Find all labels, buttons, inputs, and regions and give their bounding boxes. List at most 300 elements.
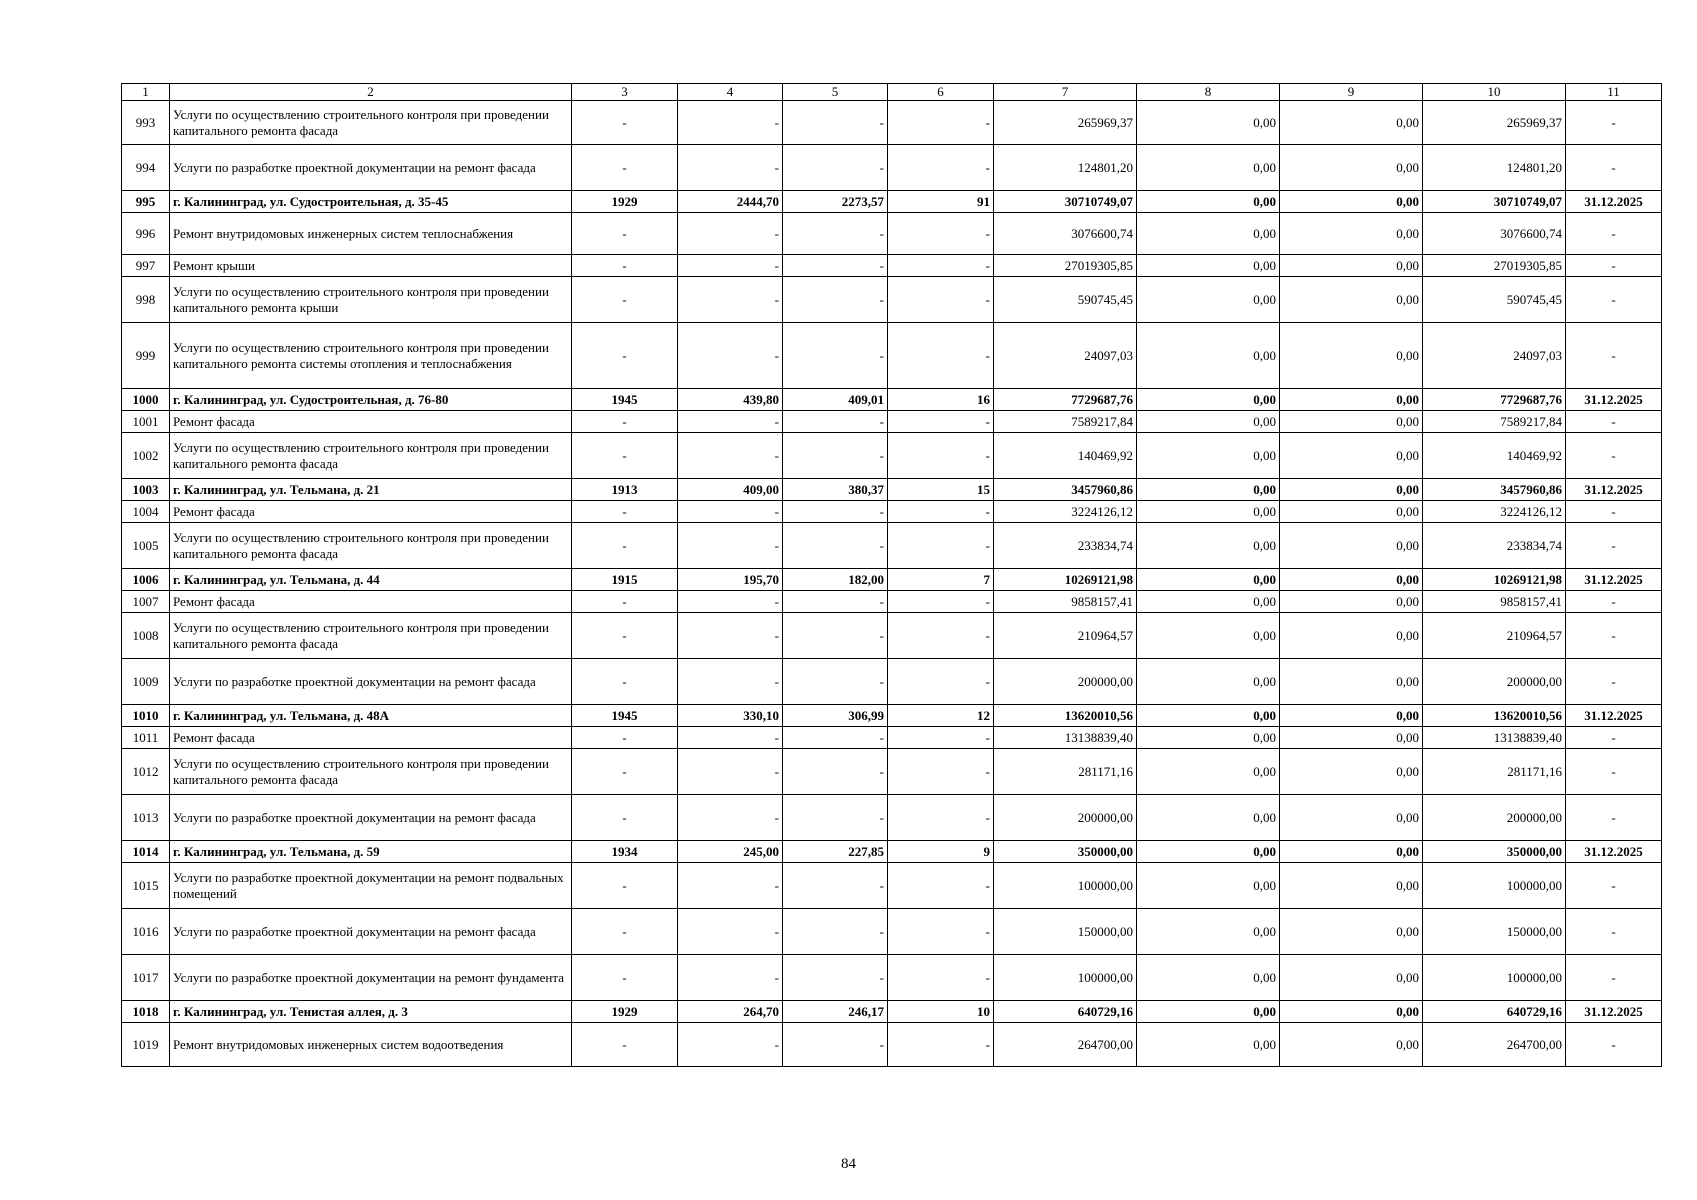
work-description-cell: Услуги по разработке проектной документации на ремонт фасада [170,659,572,705]
owner-funds-cell: 100000,00 [1423,863,1566,909]
build-year-cell: 1915 [572,569,678,591]
build-year-cell: - [572,433,678,479]
owner-funds-cell: 590745,45 [1423,277,1566,323]
federal-funds-cell: 0,00 [1137,659,1280,705]
total-cost-cell: 140469,92 [994,433,1137,479]
total-area-cell: 264,70 [678,1001,783,1023]
total-area-cell: - [678,727,783,749]
work-item-row [122,591,1662,613]
column-number: 2 [170,84,572,101]
row-number-cell: 998 [122,277,170,323]
completion-date-cell: - [1566,909,1662,955]
total-cost-cell: 590745,45 [994,277,1137,323]
living-area-cell: 380,37 [783,479,888,501]
column-number: 8 [1137,84,1280,101]
work-item-row [122,955,1662,1001]
row-number-cell: 1009 [122,659,170,705]
completion-date-cell: - [1566,255,1662,277]
owner-funds-cell: 3457960,86 [1423,479,1566,501]
total-cost-cell: 30710749,07 [994,191,1137,213]
build-year-cell: 1929 [572,1001,678,1023]
regional-funds-cell: 0,00 [1280,795,1423,841]
total-area-cell: - [678,323,783,389]
completion-date-cell: - [1566,659,1662,705]
row-number-cell: 1013 [122,795,170,841]
regional-funds-cell: 0,00 [1280,523,1423,569]
work-description-cell: г. Калининград, ул. Тельмана, д. 21 [170,479,572,501]
total-area-cell: - [678,433,783,479]
living-area-cell: - [783,323,888,389]
completion-date-cell: - [1566,411,1662,433]
federal-funds-cell: 0,00 [1137,1023,1280,1067]
total-area-cell: 195,70 [678,569,783,591]
owner-funds-cell: 200000,00 [1423,795,1566,841]
owner-funds-cell: 265969,37 [1423,101,1566,145]
living-area-cell: - [783,591,888,613]
residents-count-cell: - [888,277,994,323]
build-year-cell: - [572,323,678,389]
work-description-cell: Ремонт крыши [170,255,572,277]
living-area-cell: - [783,411,888,433]
build-year-cell: 1929 [572,191,678,213]
regional-funds-cell: 0,00 [1280,501,1423,523]
federal-funds-cell: 0,00 [1137,591,1280,613]
row-number-cell: 1005 [122,523,170,569]
work-item-row [122,277,1662,323]
work-item-row [122,1023,1662,1067]
build-year-cell: - [572,501,678,523]
owner-funds-cell: 281171,16 [1423,749,1566,795]
regional-funds-cell: 0,00 [1280,1023,1423,1067]
document-page [121,83,1661,1067]
residents-count-cell: - [888,411,994,433]
total-cost-cell: 265969,37 [994,101,1137,145]
work-description-cell: Ремонт внутридомовых инженерных систем теплоснабжения [170,213,572,255]
row-number-cell: 1008 [122,613,170,659]
residents-count-cell: - [888,795,994,841]
living-area-cell: 246,17 [783,1001,888,1023]
completion-date-cell: 31.12.2025 [1566,191,1662,213]
federal-funds-cell: 0,00 [1137,101,1280,145]
completion-date-cell: - [1566,501,1662,523]
living-area-cell: - [783,213,888,255]
work-description-cell: Услуги по осуществлению строительного контроля при проведении капитального ремонта фасада [170,433,572,479]
completion-date-cell: - [1566,433,1662,479]
work-item-row [122,523,1662,569]
build-year-cell: - [572,795,678,841]
regional-funds-cell: 0,00 [1280,613,1423,659]
federal-funds-cell: 0,00 [1137,411,1280,433]
build-year-cell: - [572,909,678,955]
completion-date-cell: - [1566,213,1662,255]
total-cost-cell: 3457960,86 [994,479,1137,501]
owner-funds-cell: 9858157,41 [1423,591,1566,613]
work-description-cell: Услуги по разработке проектной документации на ремонт фасада [170,145,572,191]
completion-date-cell: 31.12.2025 [1566,1001,1662,1023]
federal-funds-cell: 0,00 [1137,1001,1280,1023]
living-area-cell: - [783,501,888,523]
total-cost-cell: 100000,00 [994,955,1137,1001]
regional-funds-cell: 0,00 [1280,955,1423,1001]
row-number-cell: 1017 [122,955,170,1001]
completion-date-cell: - [1566,591,1662,613]
total-area-cell: - [678,411,783,433]
build-year-cell: - [572,727,678,749]
capital-repair-table [121,83,1662,1067]
total-cost-cell: 640729,16 [994,1001,1137,1023]
work-description-cell: Услуги по разработке проектной документации на ремонт подвальных помещений [170,863,572,909]
completion-date-cell: 31.12.2025 [1566,705,1662,727]
federal-funds-cell: 0,00 [1137,255,1280,277]
address-row [122,479,1662,501]
total-area-cell: - [678,955,783,1001]
residents-count-cell: - [888,101,994,145]
total-cost-cell: 10269121,98 [994,569,1137,591]
total-area-cell: - [678,255,783,277]
build-year-cell: - [572,101,678,145]
total-area-cell: 439,80 [678,389,783,411]
address-row [122,389,1662,411]
total-area-cell: - [678,277,783,323]
work-item-row [122,501,1662,523]
completion-date-cell: - [1566,727,1662,749]
total-area-cell: - [678,749,783,795]
work-item-row [122,795,1662,841]
build-year-cell: 1934 [572,841,678,863]
regional-funds-cell: 0,00 [1280,145,1423,191]
total-cost-cell: 7589217,84 [994,411,1137,433]
residents-count-cell: 7 [888,569,994,591]
row-number-cell: 994 [122,145,170,191]
total-cost-cell: 24097,03 [994,323,1137,389]
owner-funds-cell: 30710749,07 [1423,191,1566,213]
work-item-row [122,255,1662,277]
total-area-cell: - [678,613,783,659]
completion-date-cell: - [1566,523,1662,569]
owner-funds-cell: 7729687,76 [1423,389,1566,411]
residents-count-cell: - [888,909,994,955]
row-number-cell: 993 [122,101,170,145]
build-year-cell: - [572,1023,678,1067]
residents-count-cell: - [888,323,994,389]
column-number: 3 [572,84,678,101]
regional-funds-cell: 0,00 [1280,569,1423,591]
federal-funds-cell: 0,00 [1137,501,1280,523]
living-area-cell: - [783,659,888,705]
regional-funds-cell: 0,00 [1280,705,1423,727]
regional-funds-cell: 0,00 [1280,863,1423,909]
address-row [122,569,1662,591]
owner-funds-cell: 264700,00 [1423,1023,1566,1067]
owner-funds-cell: 150000,00 [1423,909,1566,955]
build-year-cell: - [572,955,678,1001]
owner-funds-cell: 124801,20 [1423,145,1566,191]
work-description-cell: Ремонт фасада [170,501,572,523]
total-cost-cell: 350000,00 [994,841,1137,863]
completion-date-cell: 31.12.2025 [1566,841,1662,863]
total-cost-cell: 200000,00 [994,795,1137,841]
regional-funds-cell: 0,00 [1280,277,1423,323]
row-number-cell: 1004 [122,501,170,523]
living-area-cell: - [783,863,888,909]
owner-funds-cell: 3224126,12 [1423,501,1566,523]
work-item-row [122,101,1662,145]
column-number: 11 [1566,84,1662,101]
residents-count-cell: - [888,1023,994,1067]
residents-count-cell: - [888,433,994,479]
living-area-cell: - [783,613,888,659]
total-area-cell: 409,00 [678,479,783,501]
federal-funds-cell: 0,00 [1137,841,1280,863]
completion-date-cell: - [1566,145,1662,191]
federal-funds-cell: 0,00 [1137,323,1280,389]
total-area-cell: - [678,1023,783,1067]
total-area-cell: - [678,909,783,955]
residents-count-cell: 10 [888,1001,994,1023]
total-area-cell: - [678,795,783,841]
build-year-cell: - [572,255,678,277]
regional-funds-cell: 0,00 [1280,389,1423,411]
work-description-cell: г. Калининград, ул. Судостроительная, д. 76-80 [170,389,572,411]
address-row [122,1001,1662,1023]
federal-funds-cell: 0,00 [1137,727,1280,749]
work-description-cell: г. Калининград, ул. Тенистая аллея, д. 3 [170,1001,572,1023]
federal-funds-cell: 0,00 [1137,191,1280,213]
row-number-cell: 997 [122,255,170,277]
completion-date-cell: - [1566,749,1662,795]
living-area-cell: - [783,523,888,569]
total-area-cell: - [678,523,783,569]
federal-funds-cell: 0,00 [1137,523,1280,569]
column-number: 5 [783,84,888,101]
work-item-row [122,411,1662,433]
residents-count-cell: - [888,727,994,749]
owner-funds-cell: 640729,16 [1423,1001,1566,1023]
row-number-cell: 1012 [122,749,170,795]
work-description-cell: Ремонт фасада [170,591,572,613]
federal-funds-cell: 0,00 [1137,863,1280,909]
work-description-cell: Услуги по разработке проектной документации на ремонт фундамента [170,955,572,1001]
total-cost-cell: 27019305,85 [994,255,1137,277]
federal-funds-cell: 0,00 [1137,433,1280,479]
total-cost-cell: 124801,20 [994,145,1137,191]
work-item-row [122,909,1662,955]
regional-funds-cell: 0,00 [1280,659,1423,705]
work-item-row [122,433,1662,479]
federal-funds-cell: 0,00 [1137,705,1280,727]
work-description-cell: Ремонт фасада [170,411,572,433]
work-description-cell: г. Калининград, ул. Тельмана, д. 59 [170,841,572,863]
residents-count-cell: - [888,523,994,569]
federal-funds-cell: 0,00 [1137,213,1280,255]
owner-funds-cell: 13620010,56 [1423,705,1566,727]
build-year-cell: 1945 [572,389,678,411]
total-cost-cell: 3224126,12 [994,501,1137,523]
owner-funds-cell: 3076600,74 [1423,213,1566,255]
total-cost-cell: 210964,57 [994,613,1137,659]
completion-date-cell: - [1566,101,1662,145]
row-number-cell: 1016 [122,909,170,955]
row-number-cell: 996 [122,213,170,255]
living-area-cell: 227,85 [783,841,888,863]
living-area-cell: - [783,255,888,277]
completion-date-cell: 31.12.2025 [1566,389,1662,411]
work-description-cell: Услуги по осуществлению строительного контроля при проведении капитального ремонта системы отопления и теплоснабжения [170,323,572,389]
work-description-cell: Ремонт внутридомовых инженерных систем водоотведения [170,1023,572,1067]
regional-funds-cell: 0,00 [1280,749,1423,795]
total-cost-cell: 100000,00 [994,863,1137,909]
build-year-cell: - [572,749,678,795]
living-area-cell: 306,99 [783,705,888,727]
row-number-cell: 1003 [122,479,170,501]
owner-funds-cell: 13138839,40 [1423,727,1566,749]
total-area-cell: - [678,659,783,705]
build-year-cell: - [572,213,678,255]
row-number-cell: 1018 [122,1001,170,1023]
total-area-cell: - [678,591,783,613]
total-cost-cell: 3076600,74 [994,213,1137,255]
build-year-cell: - [572,145,678,191]
regional-funds-cell: 0,00 [1280,479,1423,501]
federal-funds-cell: 0,00 [1137,389,1280,411]
regional-funds-cell: 0,00 [1280,101,1423,145]
build-year-cell: 1913 [572,479,678,501]
build-year-cell: - [572,613,678,659]
total-cost-cell: 264700,00 [994,1023,1137,1067]
work-description-cell: Услуги по осуществлению строительного контроля при проведении капитального ремонта фасада [170,101,572,145]
residents-count-cell: - [888,255,994,277]
row-number-cell: 1000 [122,389,170,411]
living-area-cell: - [783,955,888,1001]
owner-funds-cell: 27019305,85 [1423,255,1566,277]
owner-funds-cell: 200000,00 [1423,659,1566,705]
residents-count-cell: 12 [888,705,994,727]
work-description-cell: Услуги по осуществлению строительного контроля при проведении капитального ремонта фасада [170,613,572,659]
work-item-row [122,323,1662,389]
regional-funds-cell: 0,00 [1280,255,1423,277]
completion-date-cell: - [1566,795,1662,841]
address-row [122,705,1662,727]
total-cost-cell: 281171,16 [994,749,1137,795]
residents-count-cell: - [888,659,994,705]
column-number: 1 [122,84,170,101]
owner-funds-cell: 140469,92 [1423,433,1566,479]
total-area-cell: 330,10 [678,705,783,727]
owner-funds-cell: 10269121,98 [1423,569,1566,591]
federal-funds-cell: 0,00 [1137,749,1280,795]
living-area-cell: - [783,433,888,479]
federal-funds-cell: 0,00 [1137,145,1280,191]
residents-count-cell: - [888,863,994,909]
column-number: 7 [994,84,1137,101]
living-area-cell: - [783,795,888,841]
living-area-cell: - [783,1023,888,1067]
residents-count-cell: 16 [888,389,994,411]
regional-funds-cell: 0,00 [1280,727,1423,749]
completion-date-cell: 31.12.2025 [1566,479,1662,501]
row-number-cell: 1015 [122,863,170,909]
owner-funds-cell: 24097,03 [1423,323,1566,389]
residents-count-cell: - [888,613,994,659]
regional-funds-cell: 0,00 [1280,323,1423,389]
regional-funds-cell: 0,00 [1280,433,1423,479]
row-number-cell: 999 [122,323,170,389]
row-number-cell: 1014 [122,841,170,863]
work-item-row [122,613,1662,659]
residents-count-cell: - [888,145,994,191]
work-item-row [122,213,1662,255]
total-cost-cell: 200000,00 [994,659,1137,705]
regional-funds-cell: 0,00 [1280,841,1423,863]
completion-date-cell: 31.12.2025 [1566,569,1662,591]
federal-funds-cell: 0,00 [1137,569,1280,591]
owner-funds-cell: 210964,57 [1423,613,1566,659]
work-description-cell: Ремонт фасада [170,727,572,749]
owner-funds-cell: 7589217,84 [1423,411,1566,433]
work-item-row [122,749,1662,795]
build-year-cell: - [572,591,678,613]
build-year-cell: - [572,659,678,705]
regional-funds-cell: 0,00 [1280,191,1423,213]
completion-date-cell: - [1566,277,1662,323]
work-item-row [122,727,1662,749]
build-year-cell: - [572,863,678,909]
row-number-cell: 1019 [122,1023,170,1067]
living-area-cell: - [783,145,888,191]
column-number: 6 [888,84,994,101]
row-number-cell: 1007 [122,591,170,613]
living-area-cell: - [783,277,888,323]
regional-funds-cell: 0,00 [1280,591,1423,613]
work-item-row [122,863,1662,909]
build-year-cell: - [572,411,678,433]
total-cost-cell: 13620010,56 [994,705,1137,727]
address-row [122,841,1662,863]
total-area-cell: 2444,70 [678,191,783,213]
regional-funds-cell: 0,00 [1280,1001,1423,1023]
work-description-cell: Услуги по разработке проектной документации на ремонт фасада [170,909,572,955]
row-number-cell: 1006 [122,569,170,591]
residents-count-cell: - [888,955,994,1001]
row-number-cell: 1011 [122,727,170,749]
work-description-cell: г. Калининград, ул. Тельмана, д. 48А [170,705,572,727]
work-description-cell: Услуги по разработке проектной документации на ремонт фасада [170,795,572,841]
owner-funds-cell: 100000,00 [1423,955,1566,1001]
residents-count-cell: - [888,213,994,255]
completion-date-cell: - [1566,955,1662,1001]
row-number-cell: 1001 [122,411,170,433]
living-area-cell: - [783,101,888,145]
total-cost-cell: 9858157,41 [994,591,1137,613]
total-area-cell: 245,00 [678,841,783,863]
total-area-cell: - [678,863,783,909]
completion-date-cell: - [1566,863,1662,909]
work-description-cell: Услуги по осуществлению строительного контроля при проведении капитального ремонта фасада [170,523,572,569]
work-description-cell: г. Калининград, ул. Тельмана, д. 44 [170,569,572,591]
completion-date-cell: - [1566,613,1662,659]
column-number: 9 [1280,84,1423,101]
total-area-cell: - [678,145,783,191]
owner-funds-cell: 350000,00 [1423,841,1566,863]
federal-funds-cell: 0,00 [1137,955,1280,1001]
federal-funds-cell: 0,00 [1137,277,1280,323]
owner-funds-cell: 233834,74 [1423,523,1566,569]
residents-count-cell: 9 [888,841,994,863]
regional-funds-cell: 0,00 [1280,213,1423,255]
work-description-cell: г. Калининград, ул. Судостроительная, д. 35-45 [170,191,572,213]
total-area-cell: - [678,501,783,523]
work-description-cell: Услуги по осуществлению строительного контроля при проведении капитального ремонта фасада [170,749,572,795]
